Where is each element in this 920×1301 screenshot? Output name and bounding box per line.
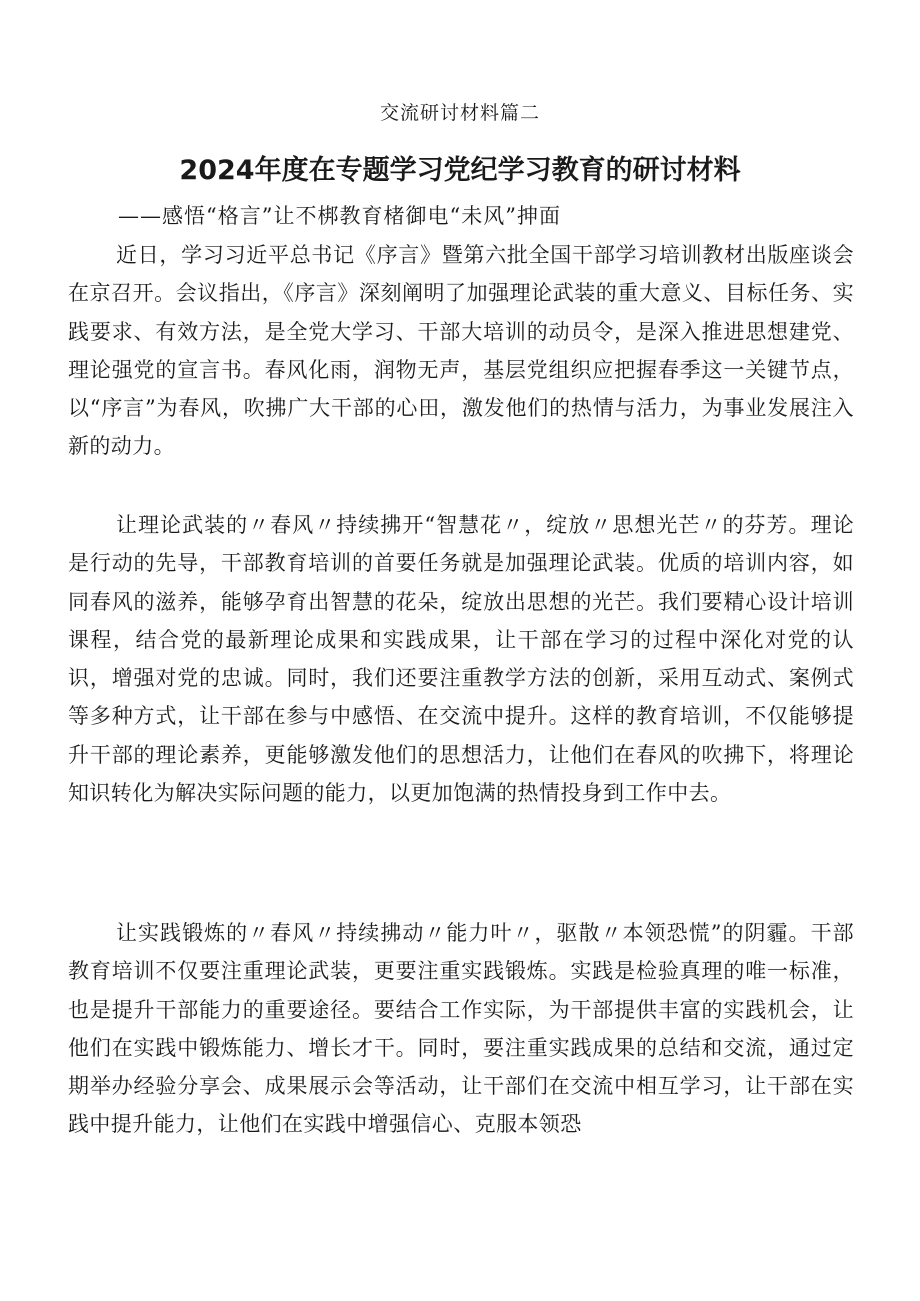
body-paragraph-1: 近日，学习习近平总书记《序言》暨第六批全国干部学习培训教材出版座谈会在京召开。会议指出，《序言》深刻阐明了加强理论武装的重大意义、目标任务、实践要求、有效方法，是全党大学习、干部大培训的动员令，是深入推进思想建党、理论强党的宣言书。春风化雨，润物无声，基层党组织应把握春季这一关键节点，以“序言”为春风，吹拂广大干部的心田，激发他们的热情与活力，为事业发展注入新的动力。 — [68, 243, 854, 459]
document-title: 2024年度在专题学习党纪学习教育的研讨材料 — [179, 155, 741, 186]
document-subtitle: ——感悟“格言”让不梆教育楮御电“未风”抻面 — [118, 204, 561, 228]
body-paragraph-2: 让理论武装的〃春风〃持续拂开“智慧花〃，绽放〃思想光芒〃的芬芳。理论是行动的先导，干部教育培训的首要任务就是加强理论武装。优质的培训内容，如同春风的滋养，能够孕育出智慧的花朵，绽放出思想的光芒。我们要精心设计培训课程，结合党的最新理论成果和实践成果，让干部在学习的过程中深化对党的认识，增强对党的忠诚。同时，我们还要注重教学方法的创新，采用互动式、案例式等多种方式，让干部在参与中感悟、在交流中提升。这样的教育培训，不仅能够提升干部的理论素养，更能够激发他们的思想活力，让他们在春风的吹拂下，将理论知识转化为解决实际问题的能力，以更加饱满的热情投身到工作中去。 — [68, 513, 854, 806]
document-label: 交流研讨材料篇二 — [379, 102, 540, 124]
body-paragraph-3: 让实践锻炼的〃春风〃持续拂动〃能力叶〃，驱散〃本领恐慌”的阴霾。干部教育培训不仅要注重理论武装，更要注重实践锻炼。实践是检验真理的唯一标准，也是提升干部能力的重要途径。要结合工作实际，为干部提供丰富的实践机会，让他们在实践中锻炼能力、增长才干。同时，要注重实践成果的总结和交流，通过定期举办经验分享会、成果展示会等活动，让干部们在交流中相互学习，让干部在实践中提升能力，让他们在实践中增强信心、克服本领恐 — [68, 921, 854, 1137]
